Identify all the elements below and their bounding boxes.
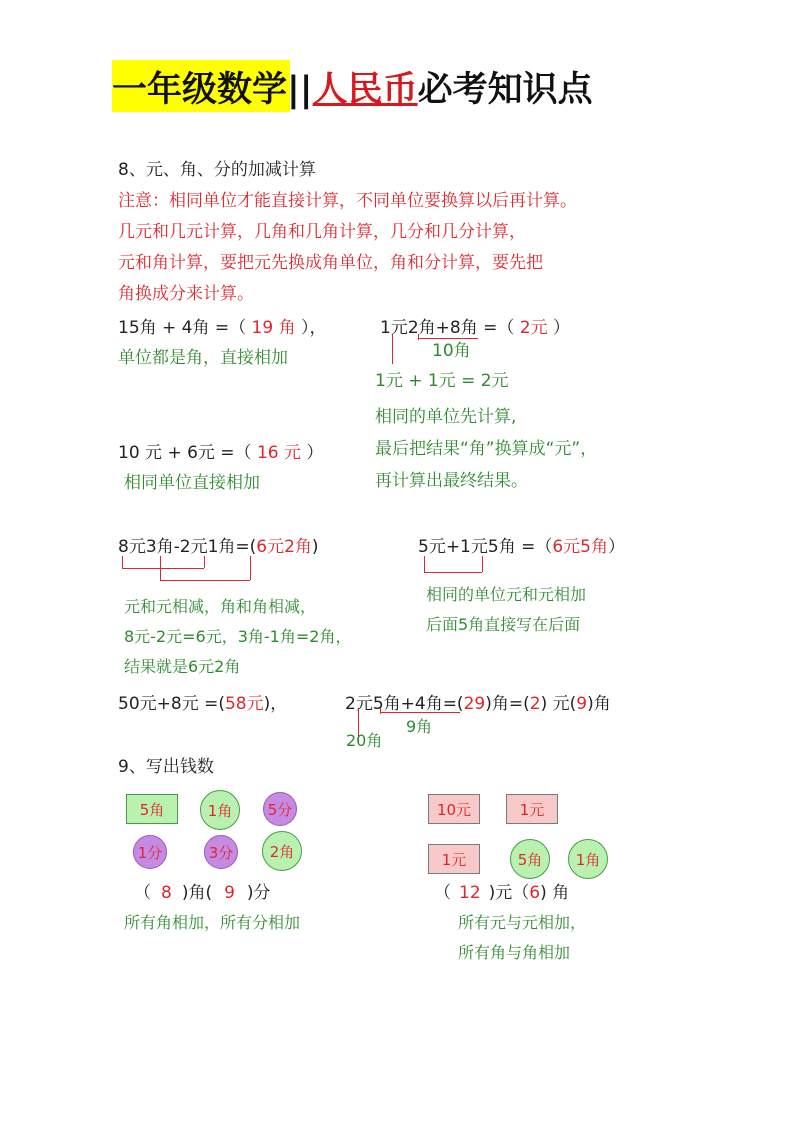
right-answer-open: （ (434, 883, 451, 903)
example-7-bracket-h (380, 712, 460, 713)
example-1-answer: 19 角 (246, 318, 301, 338)
coin-3-fen: 3分 (204, 835, 238, 869)
note-1-yuan-a: 1元 (506, 794, 558, 824)
coin-5-jiao: 5角 (510, 839, 550, 879)
example-7-expr-3: ) 元( (540, 694, 577, 714)
right-answer (434, 878, 569, 903)
right-tip-1: 所有元与元相加， (458, 913, 587, 932)
example-7-answer-2: 2 (529, 694, 541, 714)
example-1-close: ）， (301, 318, 327, 338)
left-answer-open: （ (134, 883, 151, 903)
example-3-close: ） (306, 443, 324, 463)
example-7-sub-2: 20角 (346, 731, 383, 750)
example-6-expr: 50元+8元 =( (118, 694, 225, 714)
example-2-bracket-v2 (418, 334, 419, 340)
title-part-4: 必考知识点 (417, 70, 593, 110)
left-answer (134, 878, 271, 903)
example-5-expr: 5元+1元5角 =（ (418, 537, 553, 557)
example-4-tip-1: 元和元相减，角和角相减， (124, 597, 317, 616)
example-2-line: 1元 + 1元 = 2元 (375, 371, 509, 391)
left-answer-close: )分 (246, 883, 271, 903)
note-10-yuan: 10元 (428, 794, 480, 824)
note-line-4: 角换成分来计算。 (118, 284, 254, 304)
section-9-heading: 9、写出钱数 (118, 757, 214, 777)
example-6-close: )， (263, 694, 288, 714)
example-4-bracket-d (160, 556, 161, 580)
example-4-bracket-b (122, 568, 204, 569)
example-5-bracket-b (424, 572, 482, 573)
left-answer-jiao: 8 (161, 883, 172, 903)
example-6 (118, 689, 287, 714)
example-2-tip-1: 相同的单位先计算, (375, 407, 517, 427)
note-line-2: 几元和几元计算，几角和几角计算，几分和几分计算， (118, 222, 526, 242)
example-2-close: ） (552, 318, 570, 338)
example-5 (418, 532, 625, 557)
right-answer-jiao: 6 (529, 883, 541, 903)
example-7-bracket-v2 (380, 708, 381, 714)
example-4-expr: 8元3角-2元1角=( (118, 537, 257, 557)
title-part-1: 一年级数学 (112, 70, 288, 110)
example-2-answer: 2元 (514, 318, 553, 338)
example-2-bracket-v1 (392, 334, 393, 364)
coin-5-fen: 5分 (263, 792, 297, 826)
right-answer-yuan: 12 (459, 883, 481, 903)
example-2 (380, 313, 570, 338)
example-7 (345, 689, 611, 714)
coin-2-jiao: 2角 (262, 831, 302, 871)
example-4-bracket-c (204, 556, 205, 568)
section-8-heading: 8、元、角、分的加减计算 (118, 160, 316, 180)
example-3-answer: 16 元 (251, 443, 307, 463)
example-2-tip-3: 再计算出最终结果。 (375, 471, 528, 491)
example-3 (118, 438, 323, 463)
example-4-tip-3: 结果就是6元2角 (124, 657, 241, 676)
example-4-bracket-f (250, 556, 251, 580)
right-answer-mid: )元（ (488, 883, 530, 903)
example-5-answer: 6元5角 (552, 537, 608, 557)
example-4-bracket-e (160, 580, 250, 581)
note-5-jiao: 5角 (126, 794, 178, 824)
example-3-tip: 相同单位直接相加 (124, 473, 260, 493)
coin-1-fen: 1分 (133, 835, 167, 869)
example-5-tip-2: 后面5角直接写在后面 (426, 615, 581, 634)
example-1-tip: 单位都是角，直接相加 (118, 348, 288, 368)
example-7-expr-1: 2元5角+4角=( (345, 694, 464, 714)
example-7-expr-2: )角=( (485, 694, 530, 714)
example-5-bracket-c (482, 556, 483, 572)
title-part-3: 人民币 (312, 70, 418, 110)
note-line-3: 元和角计算，要把元先换成角单位，角和分计算，要先把 (118, 253, 543, 273)
example-4-close: ) (311, 537, 319, 557)
note-line-1: 注意：相同单位才能直接计算，不同单位要换算以后再计算。 (118, 191, 577, 211)
page-title (112, 62, 593, 112)
example-4-answer: 6元2角 (256, 537, 312, 557)
title-separator: || (287, 70, 313, 110)
example-4-bracket-a (122, 556, 123, 568)
example-2-tip-2: 最后把结果“角”换算成“元”， (375, 439, 598, 459)
example-3-expr: 10 元 + 6元 =（ (118, 443, 252, 463)
left-tip: 所有角相加，所有分相加 (124, 913, 301, 932)
example-5-close: ） (607, 537, 625, 557)
example-4-tip-2: 8元-2元=6元，3角-1角=2角， (124, 627, 352, 646)
example-1 (118, 313, 327, 338)
example-2-expr: 1元2角+8角 =（ (380, 318, 515, 338)
note-1-yuan-b: 1元 (428, 844, 480, 874)
example-4 (118, 532, 319, 557)
example-7-sub-1: 9角 (406, 717, 433, 736)
right-answer-close: ) 角 (540, 883, 570, 903)
left-answer-mid: )角( (181, 883, 213, 903)
coin-1-jiao: 1角 (200, 790, 240, 830)
example-1-expr: 15角 + 4角 =（ (118, 318, 247, 338)
coin-1-jiao-right: 1角 (568, 839, 608, 879)
example-6-answer: 58元 (224, 694, 264, 714)
right-tip-2: 所有角与角相加 (458, 943, 571, 962)
example-5-bracket-a (424, 556, 425, 572)
example-7-answer-1: 29 (463, 694, 486, 714)
left-answer-fen: 9 (224, 883, 235, 903)
example-5-tip-1: 相同的单位元和元相加 (426, 585, 587, 604)
example-7-answer-3: 9 (576, 694, 588, 714)
example-2-sub: 10角 (432, 341, 471, 361)
example-7-expr-4: )角 (587, 694, 611, 714)
